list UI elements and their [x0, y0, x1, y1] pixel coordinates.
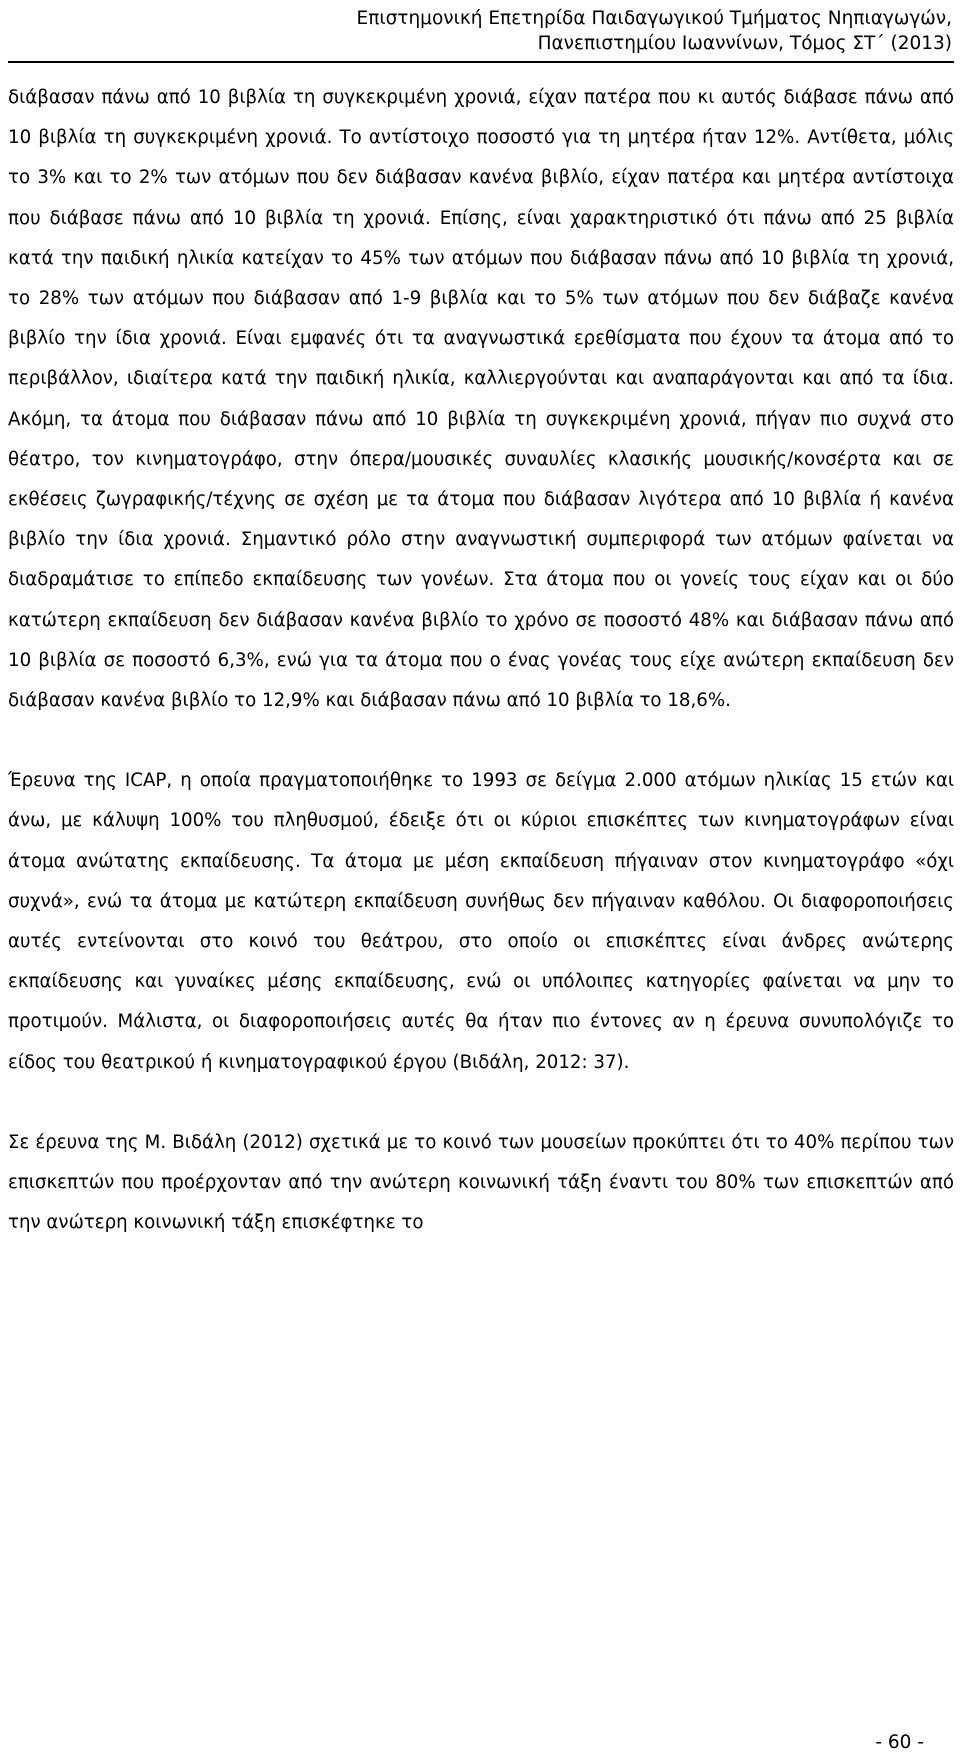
paragraph-museum-audience: Σε έρευνα της Μ. Βιδάλη (2012) σχετικά με το κοινό των μουσείων προκύπτει ότι το 40% περίπου των επισκεπτών που προέρχονταν από την ανώτερη κοινωνική τάξη έναντι του 80% των επισκεπτών από την ανώτερη κοινωνική τάξη επισκέφτηκε το	[8, 1131, 954, 1234]
header-journal-line: Επιστημονική Επετηρίδα Παιδαγωγικού Τμήματος Νηπιαγωγών,	[356, 8, 952, 29]
paragraph-reading-habits: διάβασαν πάνω από 10 βιβλία τη συγκεκριμένη χρονιά, είχαν πατέρα που κι αυτός διάβασε πάνω από 10 βιβλία τη συγκεκριμένη χρονιά. Το αντίστοιχο ποσοστό για τη μητέρα ήταν 12%. Αντίθετα, μόλις το 3% και το 2% των ατόμων που δεν διάβασαν κανένα βιβλίο, είχαν πατέρα και μητέρα αντίστοιχα που διάβασε πάνω από 10 βιβλία τη χρονιά. Επίσης, είναι χαρακτηριστικό ότι πάνω από 25 βιβλία κατά την παιδική ηλικία κατείχαν το 45% των ατόμων που διάβασαν πάνω από 10 βιβλία τη χρονιά, το 28% των ατόμων που διάβασαν από 1-9 βιβλία και το 5% των ατόμων που δεν διάβαζε κανένα βιβλίο την ίδια χρονιά. Είναι εμφανές ότι τα αναγνωστικά ερεθίσματα που έχουν τα άτομα από το περιβάλλον, ιδιαίτερα κατά την παιδική ηλικία, καλλιεργούνται και αναπαράγονται και από τα ίδια. Ακόμη, τα άτομα που διάβασαν πάνω από 10 βιβλία τη συγκεκριμένη χρονιά, πήγαν πιο συχνά στο θέατρο, τον κινηματογράφο, στην όπερα/μουσικές συναυλίες κλασικής μουσικής/κονσέρτα και σε εκθέσεις ζωγραφικής/τέχνης σε σχέση με τα άτομα που διάβασαν λιγότερα από 10 βιβλία ή κανένα βιβλίο την ίδια χρονιά. Σημαντικό ρόλο στην αναγνωστική συμπεριφορά των ατόμων φαίνεται να διαδραμάτισε το επίπεδο εκπαίδευσης των γονέων. Στα άτομα που οι γονείς τους είχαν και οι δύο κατώτερη εκπαίδευση δεν διάβασαν κανένα βιβλίο το χρόνο σε ποσοστό 48% και διάβασαν πάνω από 10 βιβλία σε ποσοστό 6,3%, ενώ για τα άτομα που ο ένας γονέας τους είχε ανώτερη εκπαίδευση δεν διάβασαν κανένα βιβλίο το 12,9% και διάβασαν πάνω από 10 βιβλία το 18,6%.	[8, 87, 954, 712]
header-divider	[8, 61, 954, 63]
body-text	[8, 78, 954, 1243]
paragraph-icap-survey: Έρευνα της ICAP, η οποία πραγματοποιήθηκε το 1993 σε δείγμα 2.000 ατόμων ηλικίας 15 ετών και άνω, με κάλυψη 100% του πληθυσμού, έδειξε ότι οι κύριοι επισκέπτες των κινηματογράφων είναι άτομα ανώτατης εκπαίδευσης. Τα άτομα με μέση εκπαίδευση πήγαιναν στον κινηματογράφο «όχι συχνά», ενώ τα άτομα με κατώτερη εκπαίδευση συνήθως δεν πήγαιναν καθόλου. Οι διαφοροποιήσεις αυτές εντείνονται στο κοινό του θεάτρου, στο οποίο οι επισκέπτες είναι άνδρες ανώτερης εκπαίδευσης και γυναίκες μέσης εκπαίδευσης, ενώ οι υπόλοιπες κατηγορίες φαίνεται να μην το προτιμούν. Μάλιστα, οι διαφοροποιήσεις αυτές θα ήταν πιο έντονες αν η έρευνα συνυπολόγιζε το είδος του θεατρικού ή κινηματογραφικού έργου (Βιδάλη, 2012: 37).	[8, 770, 954, 1073]
header-volume-line: Πανεπιστημίου Ιωαννίνων, Τόμος ΣΤ΄ (2013)	[537, 33, 952, 54]
running-header	[52, 6, 952, 56]
page-number: - 60 -	[875, 1732, 924, 1753]
